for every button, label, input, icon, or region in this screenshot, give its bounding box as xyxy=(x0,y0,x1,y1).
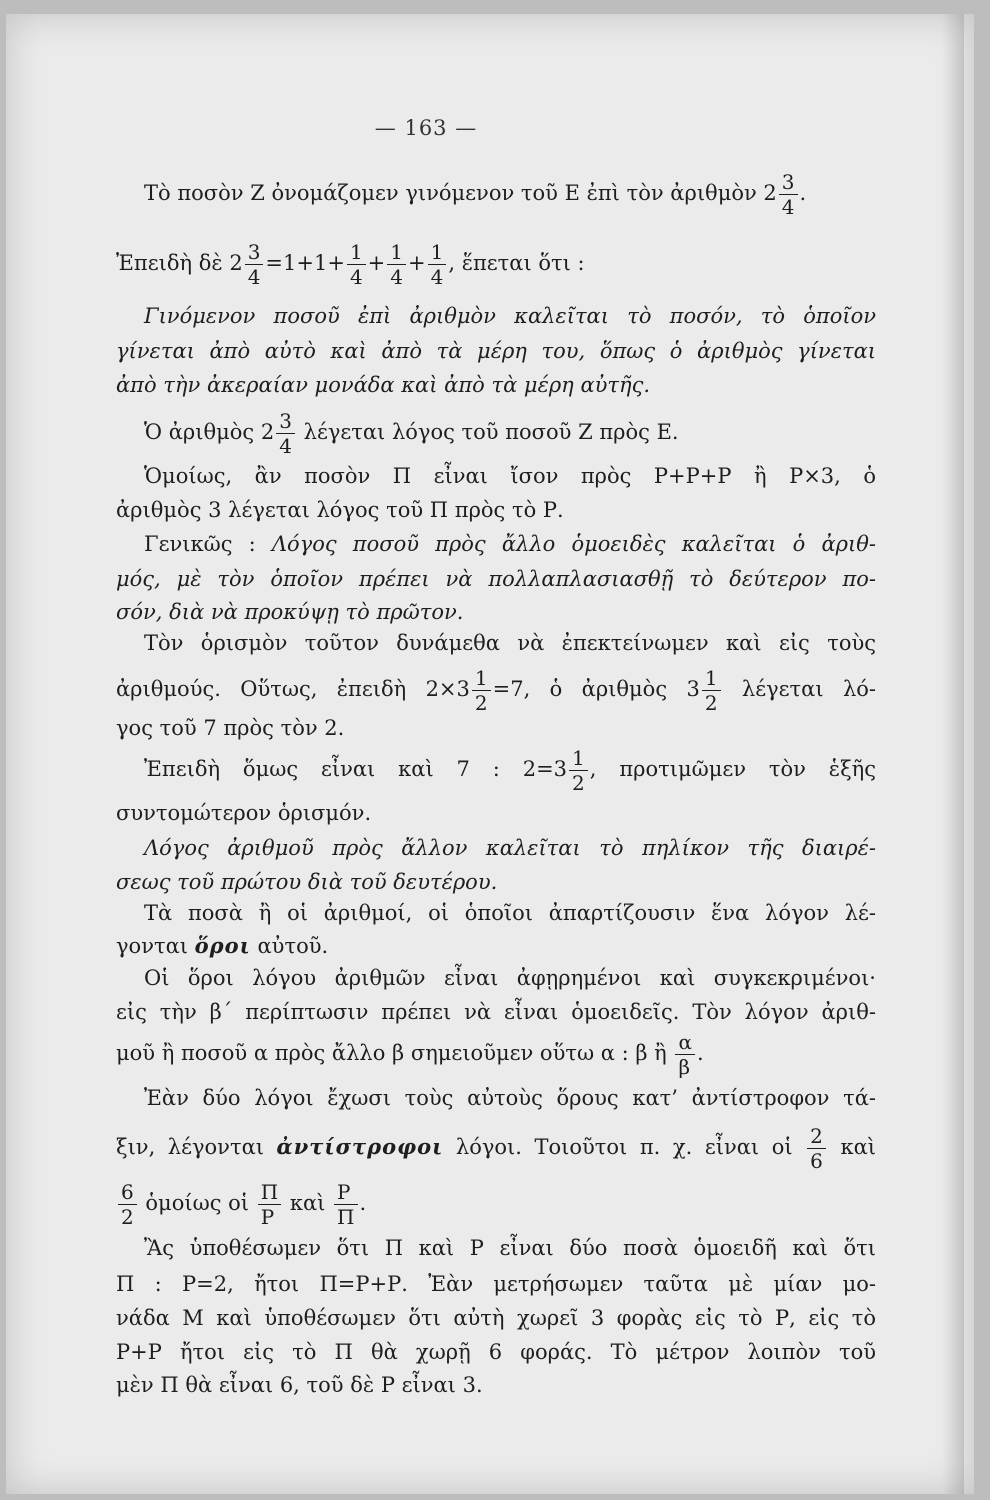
page-number: — 163 — xyxy=(374,116,478,140)
fraction: $\frac{3}{4}$ xyxy=(779,172,798,217)
text-line: Ἂς ὑποθέσωμεν ὅτι Π καὶ Ρ εἶναι δύο ποσὰ ὁμοειδῆ καὶ ὅτι xyxy=(144,1236,876,1260)
fraction: $\frac{P}{\Pi}$ xyxy=(334,1182,357,1227)
text-line: Τὸ ποσὸν Ζ ὀνομάζομεν γινόμενον τοῦ Ε ἐπὶ τὸν ἀριθμὸν 2 $\frac{3}{4}$ . xyxy=(144,170,807,219)
text-line: μὲν Π θὰ εἶναι 6, τοῦ δὲ Ρ εἶναι 3. xyxy=(116,1373,483,1397)
definition-line: Γενικῶς : Λόγος ποσοῦ πρὸς ἄλλο ὁμοειδὲς καλεῖται ὁ ἀριθ- xyxy=(144,532,876,556)
definition-line: σεως τοῦ πρώτου διὰ τοῦ δευτέρου. xyxy=(116,870,498,894)
fraction: $\frac{1}{4}$ xyxy=(387,242,406,287)
fraction: $\frac{3}{4}$ xyxy=(276,411,295,456)
book-page xyxy=(6,14,974,1494)
fraction: $\frac{\alpha}{\beta}$ xyxy=(675,1032,695,1077)
text-line: Ὁ ἀριθμὸς 2 $\frac{3}{4}$ λέγεται λόγος τοῦ ποσοῦ Ζ πρὸς Ε. xyxy=(144,409,679,458)
text-line: ξιν, λέγονται ἀντίστροφοι λόγοι. Τοιοῦτοι π. χ. εἶναι οἱ $\frac{2}{6}$ καὶ xyxy=(116,1124,876,1173)
text-line: Ἐπειδὴ δὲ 2 $\frac{3}{4}$ =1+1+ $\frac{1}{4}$ + $\frac{1}{4}$ + $\frac{1}{4}$ , ἕπεται ὅτι : xyxy=(116,240,585,289)
text-line: γος τοῦ 7 πρὸς τὸν 2. xyxy=(116,716,345,740)
definition-line: γίνεται ἀπὸ αὐτὸ καὶ ἀπὸ τὰ μέρη του, ὅπως ὁ ἀριθμὸς γίνεται xyxy=(116,339,876,363)
text-line: Π : Ρ=2, ἤτοι Π=Ρ+Ρ. Ἐὰν μετρήσωμεν ταῦτα μὲ μίαν μο- xyxy=(116,1272,876,1296)
text-line: μοῦ ἢ ποσοῦ α πρὸς ἄλλο β σημειοῦμεν οὕτω α : β ἢ $\frac{\alpha}{\beta}$ . xyxy=(116,1030,704,1079)
text-line: εἰς τὴν β΄ περίπτωσιν πρέπει νὰ εἶναι ὁμοειδεῖς. Τὸν λόγον ἀριθ- xyxy=(116,1000,876,1024)
fraction: $\frac{1}{2}$ xyxy=(569,748,588,793)
text-line: $\frac{6}{2}$ ὁμοίως οἱ $\frac{\Pi}{P}$ καὶ $\frac{P}{\Pi}$ . xyxy=(116,1182,876,1227)
fraction: $\frac{3}{4}$ xyxy=(245,242,264,287)
text-line: Ρ+Ρ ἤτοι εἰς τὸ Π θὰ χωρῇ 6 φοράς. Τὸ μέτρον λοιπὸν τοῦ xyxy=(116,1340,876,1364)
text-line: συντομώτερον ὁρισμόν. xyxy=(116,801,372,825)
fraction: $\frac{1}{2}$ xyxy=(472,668,491,713)
definition-line: Λόγος ἀριθμοῦ πρὸς ἄλλον καλεῖται τὸ πηλίκον τῆς διαιρέ- xyxy=(144,836,876,860)
fraction: $\frac{1}{2}$ xyxy=(702,668,721,713)
term-bold: ὅροι xyxy=(194,933,251,958)
fraction: $\frac{\Pi}{P}$ xyxy=(258,1182,281,1227)
fraction: $\frac{1}{4}$ xyxy=(428,242,447,287)
definition-line: Γινόμενον ποσοῦ ἐπὶ ἀριθμὸν καλεῖται τὸ ποσόν, τὸ ὁποῖον xyxy=(144,304,876,328)
text-line: Οἱ ὅροι λόγου ἀριθμῶν εἶναι ἀφῃρημένοι καὶ συγκεκριμένοι· xyxy=(144,966,876,990)
text-line: νάδα Μ καὶ ὑποθέσωμεν ὅτι αὐτὴ χωρεῖ 3 φορὰς εἰς τὸ Ρ, εἰς τὸ xyxy=(116,1306,876,1330)
fraction: $\frac{1}{4}$ xyxy=(347,242,366,287)
text-line: Τὰ ποσὰ ἢ οἱ ἀριθμοί, οἱ ὁποῖοι ἀπαρτίζουσιν ἕνα λόγον λέ- xyxy=(144,901,876,925)
term-bold: ἀντίστροφοι xyxy=(276,1134,444,1159)
text-line: ἀριθμούς. Οὕτως, ἐπειδὴ 2×3 $\frac{1}{2}$ =7, ὁ ἀριθμὸς 3 $\frac{1}{2}$ λέγεται λό- xyxy=(116,666,876,715)
text-line: γονται ὅροι αὐτοῦ. xyxy=(116,933,329,958)
text-line: Τὸν ὁρισμὸν τοῦτον δυνάμεθα νὰ ἐπεκτείνωμεν καὶ εἰς τοὺς xyxy=(144,631,876,655)
fraction: $\frac{2}{6}$ xyxy=(807,1126,826,1171)
definition-line: σόν, διὰ νὰ προκύψῃ τὸ πρῶτον. xyxy=(116,600,464,624)
text-line: Ὁμοίως, ἂν ποσὸν Π εἶναι ἴσον πρὸς Ρ+Ρ+Ρ ἢ Ρ×3, ὁ xyxy=(144,464,876,488)
definition-line: ἀπὸ τὴν ἀκεραίαν μονάδα καὶ ἀπὸ τὰ μέρη αὐτῆς. xyxy=(116,373,651,397)
definition-line: μός, μὲ τὸν ὁποῖον πρέπει νὰ πολλαπλασιασθῇ τὸ δεύτερον πο- xyxy=(116,567,876,591)
text-line: ἀριθμὸς 3 λέγεται λόγος τοῦ Π πρὸς τὸ Ρ. xyxy=(116,498,564,522)
text-line: Ἐπειδὴ ὅμως εἶναι καὶ 7 : 2=3 $\frac{1}{2}$ , προτιμῶμεν τὸν ἑξῆς xyxy=(144,746,876,795)
text-line: Ἐὰν δύο λόγοι ἔχωσι τοὺς αὐτοὺς ὅρους κατ’ ἀντίστροφον τά- xyxy=(144,1086,876,1110)
fraction: $\frac{6}{2}$ xyxy=(118,1182,137,1227)
